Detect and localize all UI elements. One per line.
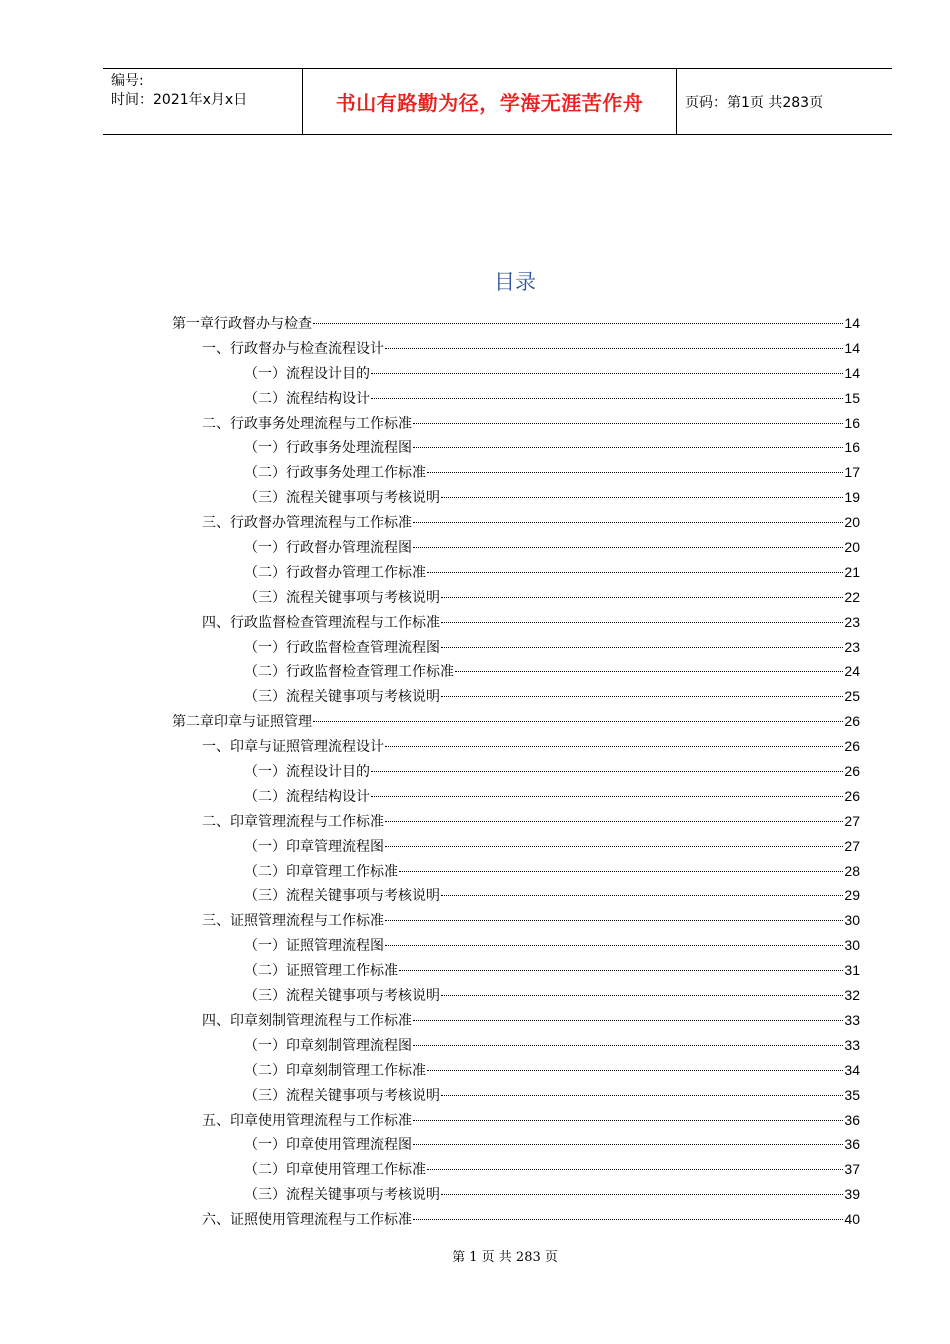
toc-entry-page: 19 <box>844 489 860 506</box>
toc-entry[interactable] <box>172 709 860 734</box>
toc-entry-page: 26 <box>844 763 860 780</box>
toc-entry[interactable] <box>172 659 860 684</box>
toc-entry-text: （一）证照管理流程图 <box>244 938 384 955</box>
toc-entry-page: 16 <box>844 414 860 431</box>
toc-entry-page: 23 <box>844 638 860 655</box>
toc-leader-dots <box>413 547 843 548</box>
toc-entry-text: （三）流程关键事项与考核说明 <box>244 490 440 507</box>
page-footer: 第 1 页 共 283 页 <box>452 1250 558 1265</box>
toc-entry-text: 三、证照管理流程与工作标准 <box>202 913 384 930</box>
toc-leader-dots <box>413 522 843 523</box>
toc-leader-dots <box>441 622 843 623</box>
toc-leader-dots <box>413 1120 843 1121</box>
toc-entry-page: 15 <box>844 389 860 406</box>
toc-entry-page: 20 <box>844 514 860 531</box>
toc-entry-text: （二）印章刻制管理工作标准 <box>244 1062 426 1079</box>
toc-entry-text: 第一章行政督办与检查 <box>172 316 312 332</box>
toc-entry[interactable] <box>172 386 860 411</box>
toc-entry-page: 26 <box>844 738 860 755</box>
toc-entry[interactable] <box>172 734 860 759</box>
toc-entry[interactable] <box>172 1132 860 1157</box>
toc-entry-text: （三）流程关键事项与考核说明 <box>244 1187 440 1204</box>
toc-leader-dots <box>413 1219 843 1220</box>
toc-entry-text: 二、行政事务处理流程与工作标准 <box>202 415 412 432</box>
toc-title: 目录 <box>494 270 536 294</box>
toc-leader-dots <box>441 597 843 598</box>
toc-entry[interactable] <box>172 1207 860 1232</box>
toc-entry-text: （二）流程结构设计 <box>244 390 370 407</box>
toc-entry[interactable] <box>172 485 860 510</box>
toc-entry[interactable] <box>172 883 860 908</box>
toc-entry[interactable] <box>172 361 860 386</box>
toc-entry-page: 22 <box>844 588 860 605</box>
toc-entry-page: 35 <box>844 1086 860 1103</box>
toc-leader-dots <box>385 348 843 349</box>
toc-entry-text: （三）流程关键事项与考核说明 <box>244 988 440 1005</box>
toc-entry-text: （一）印章刻制管理流程图 <box>244 1037 412 1054</box>
toc-entry-page: 17 <box>844 464 860 481</box>
toc-entry-page: 27 <box>844 812 860 829</box>
toc-entry-page: 20 <box>844 539 860 556</box>
toc-leader-dots <box>427 572 843 573</box>
toc-entry-page: 40 <box>844 1211 860 1228</box>
toc-leader-dots <box>385 846 843 847</box>
toc-entry[interactable] <box>172 684 860 709</box>
toc-entry-text: （二）行政事务处理工作标准 <box>244 465 426 482</box>
table-of-contents <box>172 311 860 1232</box>
toc-entry-text: （二）证照管理工作标准 <box>244 963 398 980</box>
toc-entry-page: 32 <box>844 987 860 1004</box>
header-page-info: 页码：第1页 共283页 <box>685 94 824 111</box>
toc-leader-dots <box>413 447 843 448</box>
toc-entry[interactable] <box>172 560 860 585</box>
toc-leader-dots <box>441 696 843 697</box>
toc-entry-page: 39 <box>844 1186 860 1203</box>
toc-entry[interactable] <box>172 958 860 983</box>
toc-entry-text: 一、行政督办与检查流程设计 <box>202 340 384 357</box>
time-label: 时间：2021年x月x日 <box>111 92 248 108</box>
toc-entry[interactable] <box>172 933 860 958</box>
toc-entry-page: 37 <box>844 1161 860 1178</box>
toc-entry-page: 26 <box>844 787 860 804</box>
toc-entry-text: （三）流程关键事项与考核说明 <box>244 888 440 905</box>
toc-entry-page: 21 <box>844 563 860 580</box>
header-motto: 书山有路勤为径，学海无涯苦作舟 <box>303 69 677 134</box>
toc-entry[interactable] <box>172 1008 860 1033</box>
toc-entry[interactable] <box>172 535 860 560</box>
toc-entry-text: （二）流程结构设计 <box>244 788 370 805</box>
toc-entry[interactable] <box>172 1058 860 1083</box>
toc-entry-text: （二）印章使用管理工作标准 <box>244 1162 426 1179</box>
toc-entry-text: 一、印章与证照管理流程设计 <box>202 739 384 756</box>
toc-entry[interactable] <box>172 610 860 635</box>
toc-entry-text: （三）流程关键事项与考核说明 <box>244 589 440 606</box>
toc-entry[interactable] <box>172 1182 860 1207</box>
toc-entry-page: 36 <box>844 1111 860 1128</box>
toc-entry-page: 28 <box>844 862 860 879</box>
toc-leader-dots <box>441 995 843 996</box>
toc-leader-dots <box>313 721 843 722</box>
toc-entry[interactable] <box>172 759 860 784</box>
toc-entry-page: 16 <box>844 439 860 456</box>
toc-entry[interactable] <box>172 460 860 485</box>
toc-entry[interactable] <box>172 635 860 660</box>
toc-leader-dots <box>313 323 843 324</box>
toc-entry-text: （一）印章管理流程图 <box>244 838 384 855</box>
toc-leader-dots <box>399 871 843 872</box>
toc-leader-dots <box>371 771 843 772</box>
toc-entry[interactable] <box>172 1083 860 1108</box>
toc-entry-text: （一）行政督办管理流程图 <box>244 540 412 557</box>
toc-leader-dots <box>371 398 843 399</box>
toc-entry-page: 31 <box>844 962 860 979</box>
toc-leader-dots <box>441 1194 843 1195</box>
toc-leader-dots <box>399 970 843 971</box>
toc-entry-text: 二、印章管理流程与工作标准 <box>202 813 384 830</box>
toc-entry-page: 23 <box>844 613 860 630</box>
toc-leader-dots <box>441 497 843 498</box>
toc-entry-text: 四、印章刻制管理流程与工作标准 <box>202 1012 412 1029</box>
toc-entry[interactable] <box>172 834 860 859</box>
toc-leader-dots <box>441 1095 843 1096</box>
toc-entry-page: 26 <box>844 713 860 730</box>
toc-leader-dots <box>455 671 843 672</box>
header-meta-cell <box>103 69 303 134</box>
toc-entry-page: 33 <box>844 1036 860 1053</box>
toc-entry[interactable] <box>172 1157 860 1182</box>
toc-leader-dots <box>413 1045 843 1046</box>
toc-leader-dots <box>427 472 843 473</box>
toc-entry-text: （一）印章使用管理流程图 <box>244 1137 412 1154</box>
toc-entry-text: 六、证照使用管理流程与工作标准 <box>202 1212 412 1229</box>
toc-entry-text: （三）流程关键事项与考核说明 <box>244 1087 440 1104</box>
toc-leader-dots <box>427 1169 843 1170</box>
toc-entry[interactable] <box>172 809 860 834</box>
toc-leader-dots <box>385 945 843 946</box>
toc-entry-page: 34 <box>844 1061 860 1078</box>
toc-entry-text: 五、印章使用管理流程与工作标准 <box>202 1112 412 1129</box>
toc-entry-text: （二）行政督办管理工作标准 <box>244 564 426 581</box>
toc-leader-dots <box>385 746 843 747</box>
toc-entry-page: 30 <box>844 912 860 929</box>
toc-entry-page: 27 <box>844 837 860 854</box>
toc-entry[interactable] <box>172 1108 860 1133</box>
toc-entry-page: 14 <box>844 339 860 356</box>
toc-entry-text: （一）行政事务处理流程图 <box>244 440 412 457</box>
toc-entry-page: 30 <box>844 937 860 954</box>
toc-entry-text: （二）行政监督检查管理工作标准 <box>244 664 454 681</box>
toc-entry-text: （二）印章管理工作标准 <box>244 863 398 880</box>
toc-entry-text: （一）流程设计目的 <box>244 365 370 382</box>
toc-entry[interactable] <box>172 411 860 436</box>
toc-entry-text: （一）流程设计目的 <box>244 764 370 781</box>
toc-leader-dots <box>441 895 843 896</box>
toc-leader-dots <box>413 423 843 424</box>
toc-entry-text: （三）流程关键事项与考核说明 <box>244 689 440 706</box>
toc-entry[interactable] <box>172 784 860 809</box>
toc-leader-dots <box>385 920 843 921</box>
toc-entry-page: 14 <box>844 315 860 331</box>
toc-leader-dots <box>413 1144 843 1145</box>
toc-entry-text: 第二章印章与证照管理 <box>172 714 312 731</box>
toc-entry[interactable] <box>172 510 860 535</box>
toc-entry[interactable] <box>172 336 860 361</box>
toc-entry-text: 四、行政监督检查管理流程与工作标准 <box>202 614 440 631</box>
toc-leader-dots <box>413 1020 843 1021</box>
toc-entry-page: 33 <box>844 1011 860 1028</box>
document-header <box>103 68 892 135</box>
toc-entry[interactable] <box>172 1033 860 1058</box>
toc-leader-dots <box>371 796 843 797</box>
toc-entry-text: （一）行政监督检查管理流程图 <box>244 639 440 656</box>
toc-entry[interactable] <box>172 585 860 610</box>
toc-entry[interactable] <box>172 908 860 933</box>
toc-entry-page: 36 <box>844 1136 860 1153</box>
toc-entry[interactable] <box>172 859 860 884</box>
toc-leader-dots <box>441 647 843 648</box>
toc-entry[interactable] <box>172 983 860 1008</box>
toc-leader-dots <box>371 373 843 374</box>
toc-leader-dots <box>385 821 843 822</box>
toc-entry[interactable] <box>172 311 860 336</box>
toc-entry-text: 三、行政督办管理流程与工作标准 <box>202 515 412 532</box>
code-label: 编号: <box>111 73 144 89</box>
toc-entry[interactable] <box>172 435 860 460</box>
toc-entry-page: 25 <box>844 688 860 705</box>
toc-entry-page: 29 <box>844 887 860 904</box>
toc-leader-dots <box>427 1070 843 1071</box>
toc-entry-page: 24 <box>844 663 860 680</box>
toc-entry-page: 14 <box>844 364 860 381</box>
